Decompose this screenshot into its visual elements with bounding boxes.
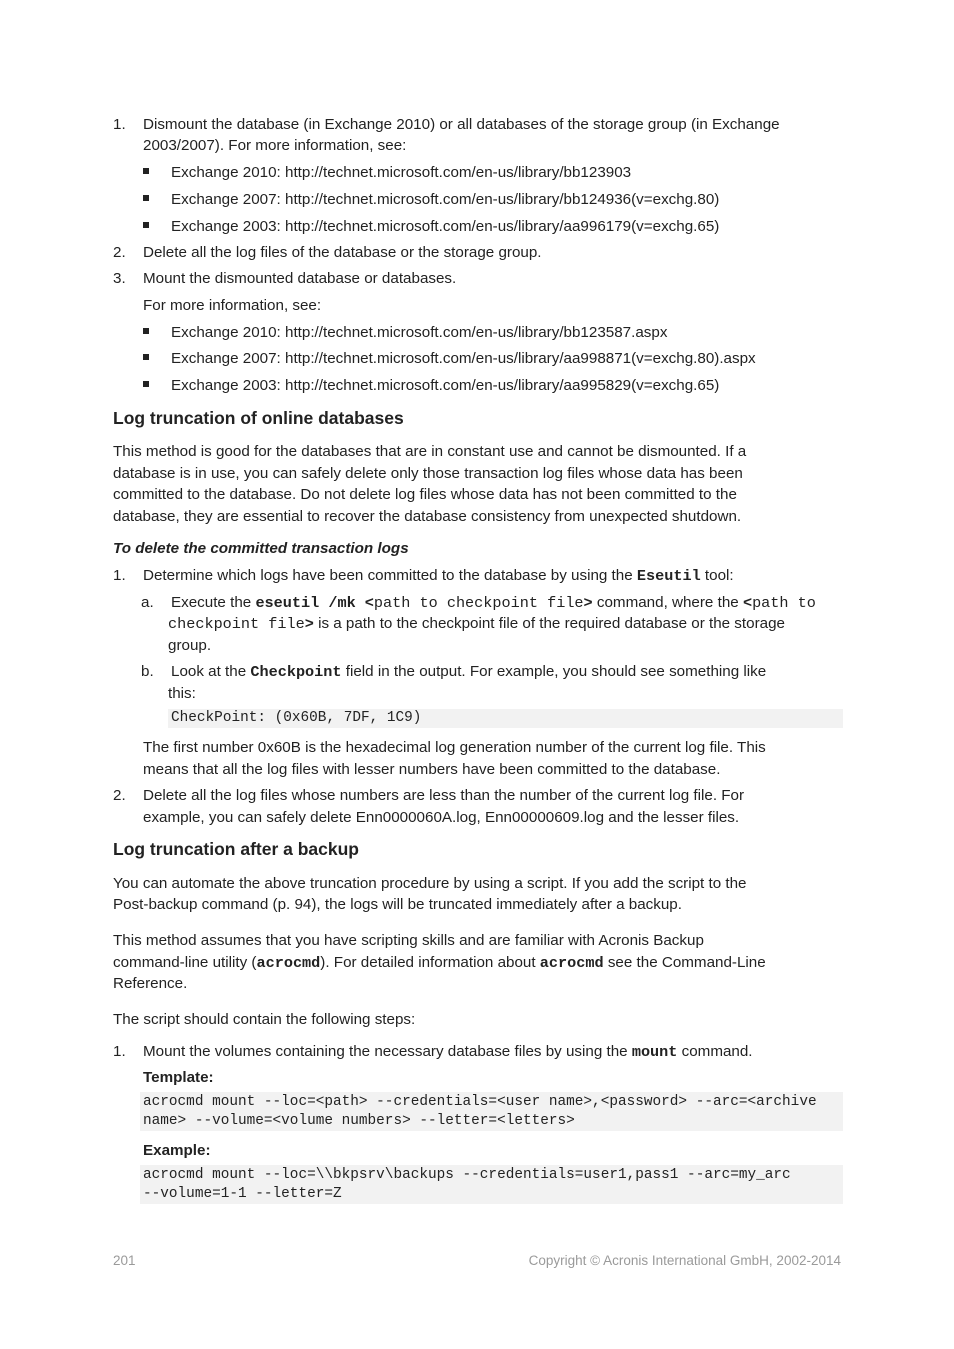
code-block-template	[140, 1092, 843, 1131]
link-item[interactable]: Exchange 2003: http://technet.microsoft.com/en-us/library/aa995829(v=exchg.65)	[171, 377, 720, 394]
bullet-icon	[143, 222, 149, 228]
sublist-text: this:	[168, 685, 196, 702]
text-run: Mount the volumes containing the necessary database files by using the	[143, 1043, 632, 1060]
link-item[interactable]: Exchange 2003: http://technet.microsoft.com/en-us/library/aa996179(v=exchg.65)	[171, 218, 720, 235]
bullet-icon	[143, 381, 149, 387]
bullet-icon	[143, 354, 149, 360]
text-run: is a path to the checkpoint file of the required database or the storage	[313, 615, 785, 632]
paragraph-line: Reference.	[113, 975, 188, 992]
inline-code: path to checkpoint file	[373, 594, 584, 612]
list-number: 1.	[113, 1043, 126, 1060]
inline-code: >	[304, 615, 314, 633]
sublist-letter: b.	[141, 663, 154, 680]
code-line: name> --volume=<volume numbers> --letter=<letters>	[143, 1113, 575, 1129]
text-run: ). For detailed information about	[320, 954, 540, 971]
paragraph-line	[113, 952, 766, 974]
text-run: field in the output. For example, you should see something like	[341, 663, 767, 680]
paragraph-line: database is in use, you can safely delete only those transaction log files whose data has been	[113, 465, 743, 482]
bullet-icon	[143, 328, 149, 334]
list-number: 2.	[113, 787, 126, 804]
paragraph-line: This method is good for the databases that are in constant use and cannot be dismounted. If a	[113, 443, 747, 460]
text-run: tool:	[700, 567, 734, 584]
code-block-example	[140, 1165, 843, 1204]
link-item[interactable]: Exchange 2007: http://technet.microsoft.com/en-us/library/aa998871(v=exchg.80).aspx	[171, 350, 756, 367]
paragraph-line: You can automate the above truncation procedure by using a script. If you add the script to the	[113, 875, 747, 892]
section-heading: Log truncation of online databases	[113, 408, 404, 428]
inline-code: Checkpoint	[250, 663, 342, 681]
sublist-letter: a.	[141, 594, 154, 611]
list-number: 2.	[113, 244, 126, 261]
paragraph-line: This method assumes that you have scripting skills and are familiar with Acronis Backup	[113, 932, 704, 949]
bullet-icon	[143, 195, 149, 201]
paragraph-line: committed to the database. Do not delete log files whose data has not been committed to the	[113, 486, 737, 503]
code-line: CheckPoint: (0x60B, 7DF, 1C9)	[171, 710, 422, 726]
inline-code: acrocmd	[539, 954, 604, 972]
text-run: command, where the	[592, 594, 743, 611]
code-line: acrocmd mount --loc=\\bkpsrv\backups --credentials=user1,pass1 --arc=my_arc	[143, 1167, 791, 1183]
copyright-text: Copyright © Acronis International GmbH, 2002-2014	[528, 1253, 841, 1268]
inline-code: <	[742, 594, 753, 612]
list-item-text: Dismount the database (in Exchange 2010) or all databases of the storage group (in Exchange	[143, 116, 780, 133]
inline-code: >	[583, 594, 593, 612]
text-run: Look at the	[171, 663, 251, 680]
link-item[interactable]: Exchange 2010: http://technet.microsoft.com/en-us/library/bb123587.aspx	[171, 324, 668, 341]
example-label: Example:	[143, 1142, 211, 1159]
text-run: see the Command-Line	[603, 954, 766, 971]
code-line: --volume=1-1 --letter=Z	[143, 1186, 342, 1202]
text-run: command-line utility (	[113, 954, 257, 971]
inline-code: mount	[631, 1043, 678, 1061]
list-number: 1.	[113, 116, 126, 133]
paragraph-line: The first number 0x60B is the hexadecimal log generation number of the current log file. This	[143, 739, 766, 756]
list-item-text: example, you can safely delete Enn0000060A.log, Enn00000609.log and the lesser files.	[143, 809, 740, 826]
list-item-text: For more information, see:	[143, 297, 322, 314]
section-heading: Log truncation after a backup	[113, 839, 359, 859]
list-item-text: Mount the dismounted database or databases.	[143, 270, 457, 287]
sublist-text: group.	[168, 637, 212, 654]
sublist-text	[171, 661, 766, 683]
link-item[interactable]: Exchange 2007: http://technet.microsoft.com/en-us/library/bb124936(v=exchg.80)	[171, 191, 720, 208]
text-run: command.	[677, 1043, 753, 1060]
text-run: Execute the	[171, 594, 256, 611]
inline-code: path to	[752, 594, 816, 612]
list-number: 1.	[113, 567, 126, 584]
paragraph-line: database, they are essential to recover the database consistency from unexpected shutdown.	[113, 508, 742, 525]
page-number: 201	[113, 1253, 136, 1268]
inline-code: eseutil /mk <	[255, 594, 374, 612]
text-run: Determine which logs have been committed to the database by using the	[143, 567, 637, 584]
list-item-text: Delete all the log files whose numbers are less than the number of the current log file. For	[143, 787, 745, 804]
list-item-text	[143, 565, 734, 587]
code-block	[168, 709, 843, 728]
bullet-icon	[143, 168, 149, 174]
list-item-text: 2003/2007). For more information, see:	[143, 137, 407, 154]
inline-code: acrocmd	[256, 954, 321, 972]
paragraph-line: means that all the log files with lesser numbers have been committed to the database.	[143, 761, 721, 778]
list-number: 3.	[113, 270, 126, 287]
sublist-text	[168, 613, 785, 635]
link-item[interactable]: Exchange 2010: http://technet.microsoft.com/en-us/library/bb123903	[171, 164, 632, 181]
inline-code: checkpoint file	[168, 615, 305, 633]
code-line: acrocmd mount --loc=<path> --credentials=<user name>,<password> --arc=<archive	[143, 1094, 817, 1110]
list-item-text: Delete all the log files of the database or the storage group.	[143, 244, 542, 261]
paragraph-line: The script should contain the following steps:	[113, 1011, 416, 1028]
template-label: Template:	[143, 1069, 214, 1086]
procedure-title: To delete the committed transaction logs	[113, 540, 409, 557]
sublist-text	[171, 592, 816, 614]
inline-code: Eseutil	[636, 567, 701, 585]
paragraph-line: Post-backup command (p. 94), the logs will be truncated immediately after a backup.	[113, 896, 682, 913]
list-item-text	[143, 1041, 753, 1063]
